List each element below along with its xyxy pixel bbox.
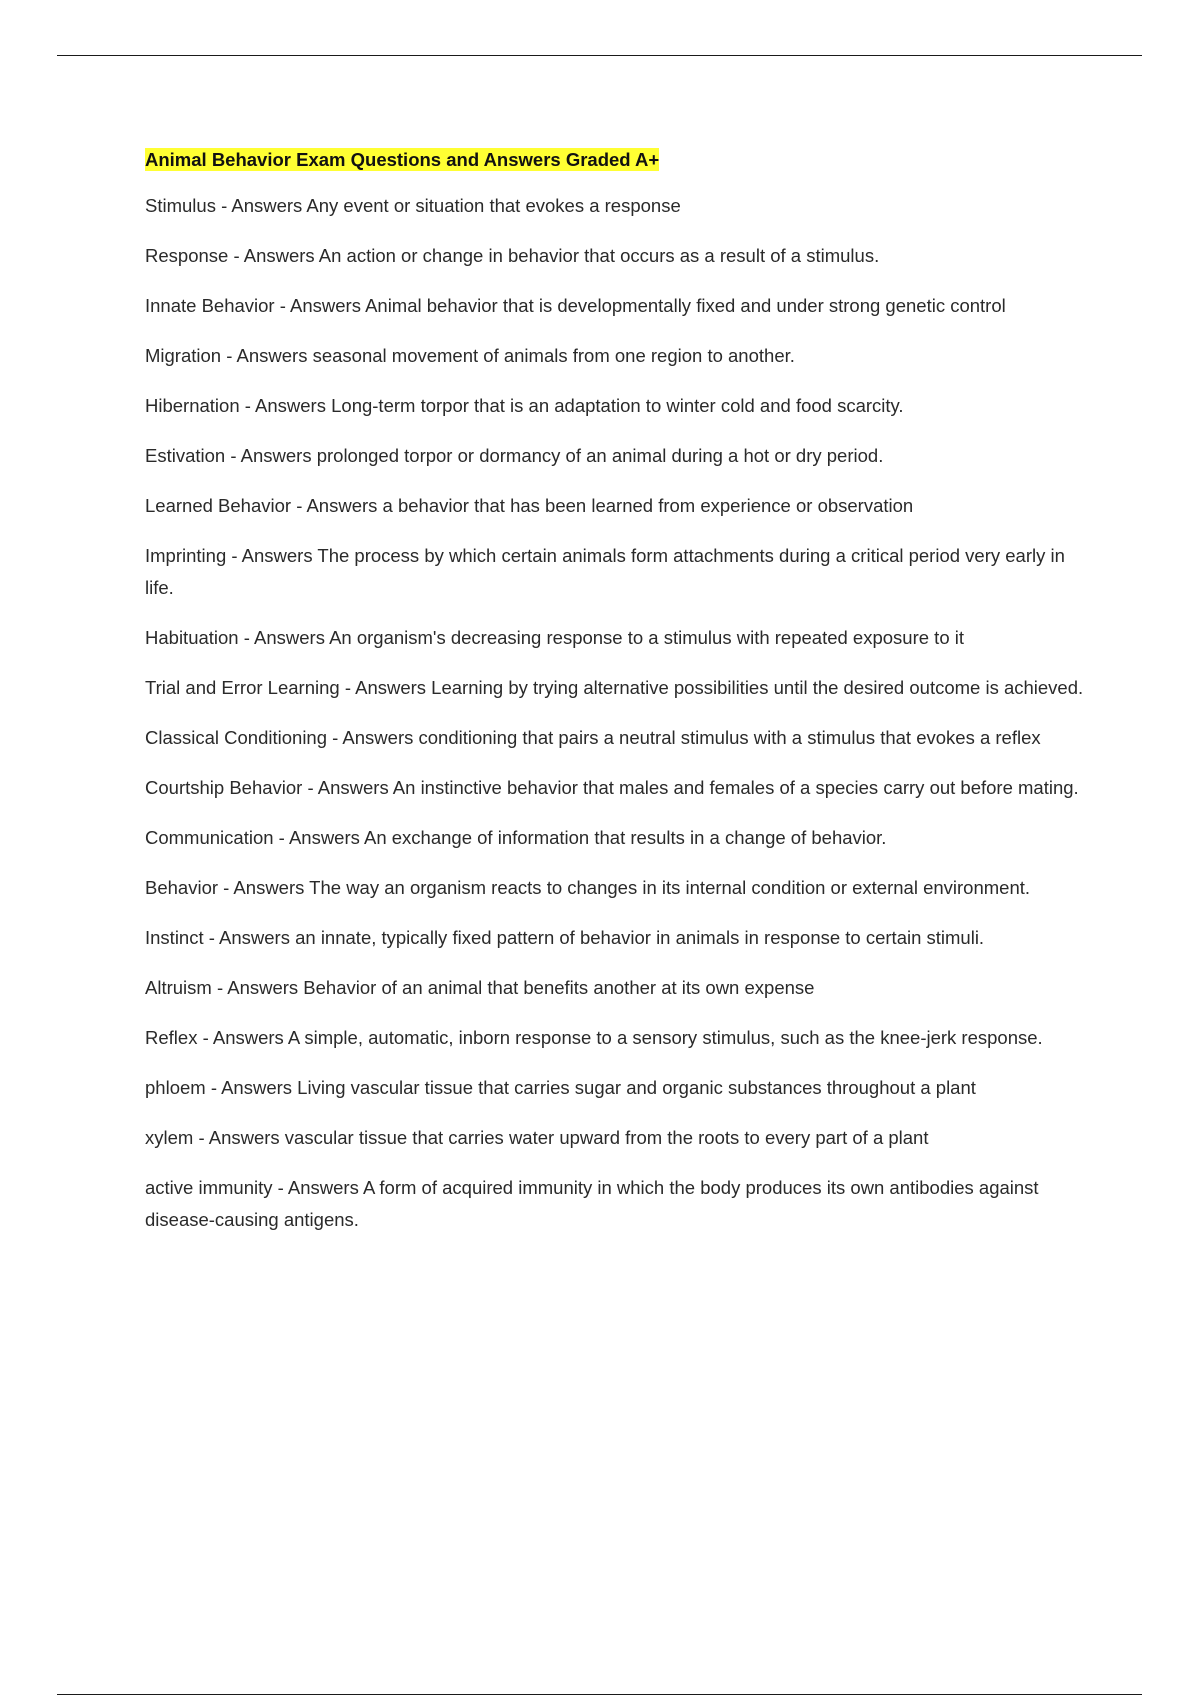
qa-entry: Reflex - Answers A simple, automatic, inborn response to a sensory stimulus, such as the knee-jerk response. — [145, 1027, 1043, 1048]
qa-entry: Altruism - Answers Behavior of an animal that benefits another at its own expense — [145, 977, 815, 998]
title-block — [145, 146, 1090, 175]
qa-entry: Behavior - Answers The way an organism reacts to changes in its internal condition or external environment. — [145, 877, 1031, 898]
qa-entry: Learned Behavior - Answers a behavior that has been learned from experience or observation — [145, 495, 914, 516]
qa-entry: active immunity - Answers A form of acquired immunity in which the body produces its own antibodies against disease-causing antigens. — [145, 1177, 1039, 1230]
qa-entry: Habituation - Answers An organism's decreasing response to a stimulus with repeated exposure to it — [145, 627, 964, 648]
qa-entry: Estivation - Answers prolonged torpor or dormancy of an animal during a hot or dry period. — [145, 445, 884, 466]
qa-entry: Migration - Answers seasonal movement of animals from one region to another. — [145, 345, 795, 366]
qa-entry: Courtship Behavior - Answers An instinctive behavior that males and females of a species carry out before mating. — [145, 777, 1079, 798]
footer-rule — [57, 1694, 1142, 1695]
qa-entry: Innate Behavior - Answers Animal behavior that is developmentally fixed and under strong genetic control — [145, 295, 1006, 316]
qa-entry: xylem - Answers vascular tissue that carries water upward from the roots to every part of a plant — [145, 1127, 929, 1148]
qa-entry: Imprinting - Answers The process by which certain animals form attachments during a critical period very early in life. — [145, 545, 1065, 598]
document-body — [145, 146, 1090, 1254]
header-rule — [57, 55, 1142, 56]
qa-entry: Communication - Answers An exchange of information that results in a change of behavior. — [145, 827, 887, 848]
qa-entry: Instinct - Answers an innate, typically fixed pattern of behavior in animals in response to certain stimuli. — [145, 927, 985, 948]
qa-entry: Response - Answers An action or change in behavior that occurs as a result of a stimulus. — [145, 245, 880, 266]
qa-entry: Stimulus - Answers Any event or situation that evokes a response — [145, 195, 681, 216]
qa-entry: Trial and Error Learning - Answers Learning by trying alternative possibilities until the desired outcome is achieved. — [145, 677, 1084, 698]
qa-entry: Classical Conditioning - Answers conditioning that pairs a neutral stimulus with a stimulus that evokes a reflex — [145, 727, 1041, 748]
document-title: Animal Behavior Exam Questions and Answers Graded A+ — [145, 149, 660, 170]
qa-entry: phloem - Answers Living vascular tissue that carries sugar and organic substances throughout a plant — [145, 1077, 976, 1098]
qa-entry: Hibernation - Answers Long-term torpor that is an adaptation to winter cold and food scarcity. — [145, 395, 904, 416]
